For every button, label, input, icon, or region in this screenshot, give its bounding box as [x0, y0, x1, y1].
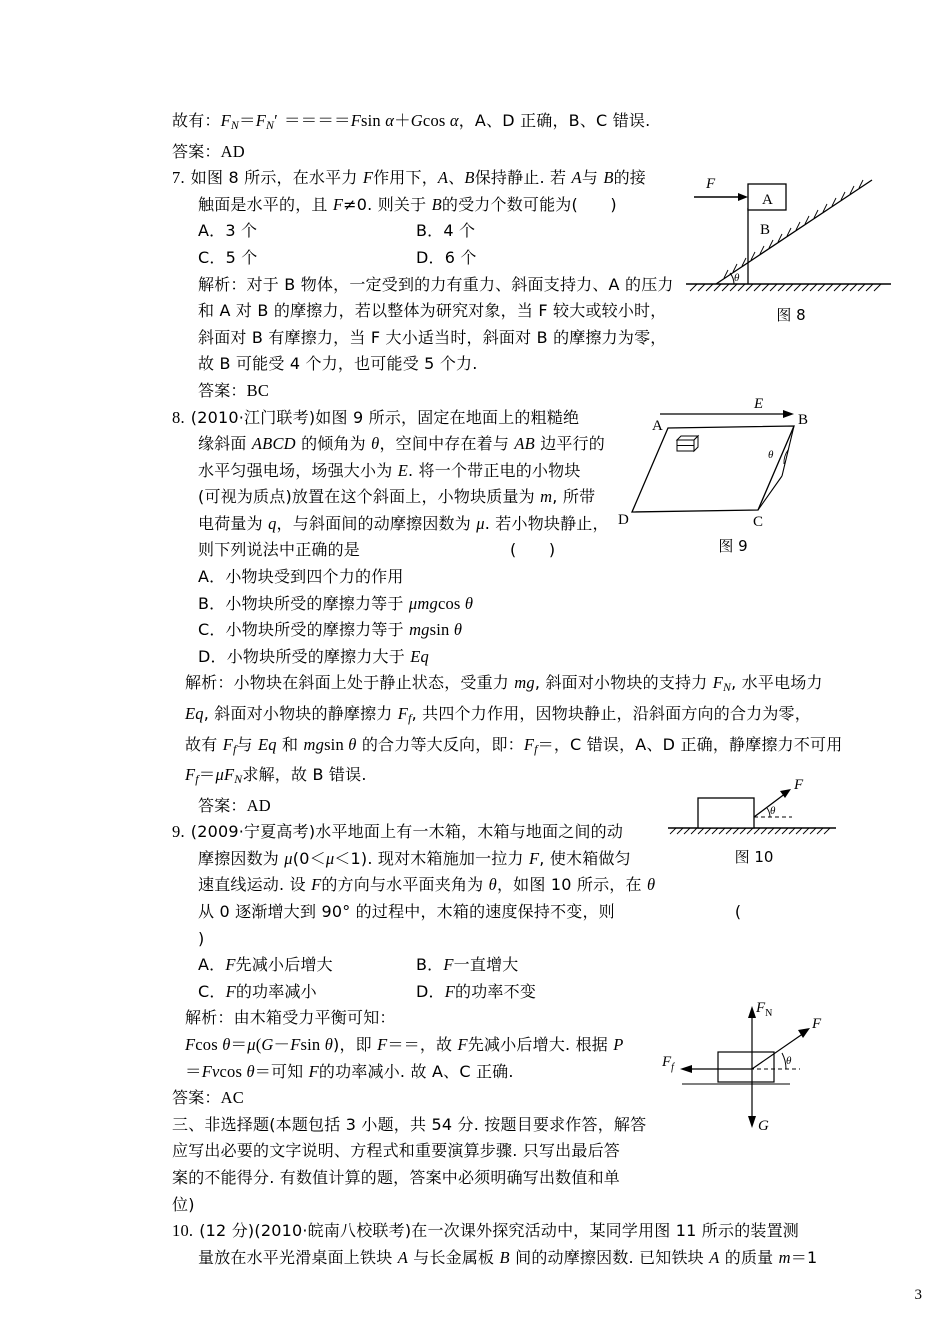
answer-value: AD [246, 795, 271, 815]
q8-stem-line-3: 水平匀强电场，场强大小为 E. 将一个带正电的小物块 [198, 460, 581, 480]
answer-value: AC [220, 1088, 244, 1108]
q9-stem-line-5: ) [198, 928, 205, 948]
q8-stem-line-4: (可视为质点)放置在这个斜面上，小物块质量为 m, 所带 [198, 487, 596, 507]
figure-10-label-theta: θ [770, 805, 776, 817]
q7-analysis-line-2: 和 A 对 B 的摩擦力，若以整体为研究对象，当 F 较大或较小时， [198, 301, 667, 321]
figure-8-label-A: A [762, 192, 773, 208]
figure-9-label-A: A [652, 418, 663, 434]
q7-option-d[interactable]: D．6 个 [416, 247, 477, 267]
q10-stem-line-2: 量放在水平光滑桌面上铁块 A 与长金属板 B 间的动摩擦因数. 已知铁块 A 的质量 m＝1 [198, 1247, 818, 1267]
q9-stem-line-1: 9. (2009·宁夏高考)水平地面上有一木箱，木箱与地面之间的动 [172, 822, 624, 842]
q8-source: (2010·江门联考) [190, 407, 316, 427]
q8-stem-line-2: 缘斜面 ABCD 的倾角为 θ，空间中存在着与 AB 边平行的 [198, 434, 606, 454]
q9-analysis-line-2: Fcos θ＝μ(G－Fsin θ)，即 F＝＝，故 F先减小后增大. 根据 P [185, 1035, 624, 1055]
figure-10-drawing [664, 772, 844, 844]
q9-options-row-1 [172, 952, 872, 979]
figure-8-label-F: F [706, 176, 716, 192]
figure-9-label-E: E [754, 398, 764, 412]
sym-FN: F [220, 111, 231, 130]
q8-analysis-line-1: 解析：小物块在斜面上处于静止状态，受重力 mg, 斜面对小物块的支持力 $F_N$, 水平电场力 [185, 673, 823, 695]
figure-10 [664, 772, 844, 867]
q8-number: 8. [172, 407, 185, 427]
section3-line-1: 三、非选择题(本题包括 3 小题，共 54 分. 按题目要求作答，解答 [172, 1114, 647, 1134]
q8-stem-line-1: 8. (2010·江门联考)如图 9 所示，固定在地面上的粗糙绝 [172, 407, 580, 427]
analysis-label: 解析： [198, 274, 247, 294]
q9-stem-line-2: 摩擦因数为 μ(0＜μ＜1). 现对木箱施加一拉力 F, 使木箱做匀 [198, 848, 631, 868]
figure-8-drawing [676, 162, 906, 302]
q8-analysis-line-4: $F_f=\mu F_N$求解，故 B 错误. [185, 765, 367, 787]
figure-9-drawing [608, 398, 858, 533]
q7-option-a[interactable]: A．3 个 [198, 221, 258, 241]
q6-conclusion-prefix: 故有： [172, 111, 221, 130]
q9-number: 9. [172, 822, 185, 842]
section3-line-3: 案的不能得分. 有数值计算的题，答案中必须明确写出数值和单 [172, 1168, 620, 1187]
q8-analysis-line-2: Eq, 斜面对小物块的静摩擦力 $F_f$, 共四个力作用，因物块静止，沿斜面方向的合力为零， [185, 704, 811, 725]
fbd-label-Ff: $F_f$ [662, 1054, 674, 1073]
fbd-label-FN: $F_N$ [756, 1000, 773, 1019]
analysis-label: 解析： [185, 1008, 234, 1028]
figure-9-label-B: B [798, 412, 809, 428]
answer-label: 答案： [172, 141, 221, 161]
figure-8-label-B: B [760, 222, 771, 238]
figure-8-caption: 图 8 [776, 306, 806, 324]
q6-conclusion-line: 故有：$F_N=F_N' ====Fsin$ α＋Gcos α，A、D 正确，B、C 错误. [172, 111, 651, 132]
q9-analysis-line-3: ＝Fvcos θ＝可知 F的功率减小. 故 A、C 正确. [185, 1061, 514, 1081]
figure-10-caption: 图 10 [734, 848, 774, 866]
q8-option-d[interactable]: D．小物块所受的摩擦力大于 Eq [198, 646, 429, 666]
q9-stem-line-3: 速直线运动. 设 F的方向与水平面夹角为 θ，如图 10 所示，在 θ [198, 875, 656, 895]
section3-line-4: 位) [172, 1194, 195, 1214]
q10-number: 10. [172, 1221, 194, 1241]
fbd-label-theta: θ [786, 1055, 792, 1067]
q7-analysis-line-3: 斜面对 B 有摩擦力，当 F 大小适当时，斜面对 B 的摩擦力为零， [198, 327, 667, 347]
figure-9-caption: 图 9 [718, 537, 748, 555]
q9-option-a[interactable]: A．F先减小后增大 [198, 955, 333, 975]
answer-value: AD [220, 141, 245, 161]
fbd-label-G: G [758, 1118, 769, 1134]
section3-line-2: 应写出必要的文字说明、方程式和重要演算步骤. 只写出最后答 [172, 1141, 620, 1161]
q8-option-a[interactable]: A．小物块受到四个力的作用 [198, 567, 404, 587]
answer-label: 答案： [172, 1088, 221, 1108]
q7-number: 7. [172, 168, 185, 188]
figure-9-label-C: C [753, 514, 764, 530]
q7-option-b[interactable]: B．4 个 [416, 221, 476, 241]
q8-analysis-line-3: 故有 $F_f$与 Eq 和 mgsin θ 的合力等大反向，即：$F_f=$，C 错误，A、D 正确，静摩擦力不可用 [185, 734, 843, 756]
answer-label: 答案： [198, 380, 247, 400]
q7-option-c[interactable]: C．5 个 [198, 247, 258, 267]
page-number: 3 [914, 1287, 922, 1303]
q7-stem-line-2: 触面是水平的，且 F≠0. 则关于 B的受力个数可能为( ) [198, 194, 617, 214]
q8-option-c[interactable]: C．小物块所受的摩擦力等于 mgsin θ [198, 620, 463, 640]
answer-value: BC [246, 380, 270, 400]
figure-9-label-theta: θ [768, 449, 774, 461]
figure-8-label-theta: θ [734, 272, 740, 284]
q9-source: (2009·宁夏高考) [190, 822, 316, 842]
q10-source: (2010·皖南八校联考) [254, 1221, 412, 1241]
q9-option-d[interactable]: D．F的功率不变 [416, 981, 537, 1001]
q7-analysis-line-1: 解析：对于 B 物体，一定受到的力有重力、斜面支持力、A 的压力 [198, 274, 674, 294]
free-body-diagram-drawing [660, 1000, 850, 1140]
q8-option-b[interactable]: B．小物块所受的摩擦力等于 μmgcos θ [198, 593, 474, 613]
q9-stem-line-4: 从 0 逐渐增大到 90° 的过程中，木箱的速度保持不变，则 ( [198, 902, 742, 922]
analysis-label: 解析： [185, 673, 234, 693]
q8-stem-line-5: 电荷量为 q，与斜面间的动摩擦因数为 μ. 若小物块静止， [198, 513, 609, 533]
free-body-diagram [660, 1000, 850, 1140]
figure-9-label-D: D [618, 512, 629, 528]
figure-10-label-F: F [794, 777, 804, 793]
figure-8 [676, 162, 906, 325]
q10-score: (12 分) [199, 1221, 255, 1241]
q7-stem-line-1: 7. 如图 8 所示，在水平力 F作用下，A、B保持静止. 若 A与 B的接 [172, 168, 647, 188]
q9-analysis-line-1: 解析：由木箱受力平衡可知： [185, 1008, 396, 1028]
fbd-label-F: F [812, 1016, 822, 1032]
q10-stem-line-1: 10. (12 分)(2010·皖南八校联考)在一次课外探究活动中，某同学用图 11 所示的装置测 [172, 1221, 799, 1241]
figure-9 [608, 398, 858, 556]
q9-option-c[interactable]: C．F的功率减小 [198, 981, 317, 1001]
answer-label: 答案： [198, 795, 247, 815]
q7-analysis-line-4: 故 B 可能受 4 个力，也可能受 5 个力. [198, 354, 478, 374]
q8-stem-line-6: 则下列说法中正确的是 ( ) [198, 540, 556, 560]
q9-option-b[interactable]: B．F一直增大 [416, 955, 519, 975]
